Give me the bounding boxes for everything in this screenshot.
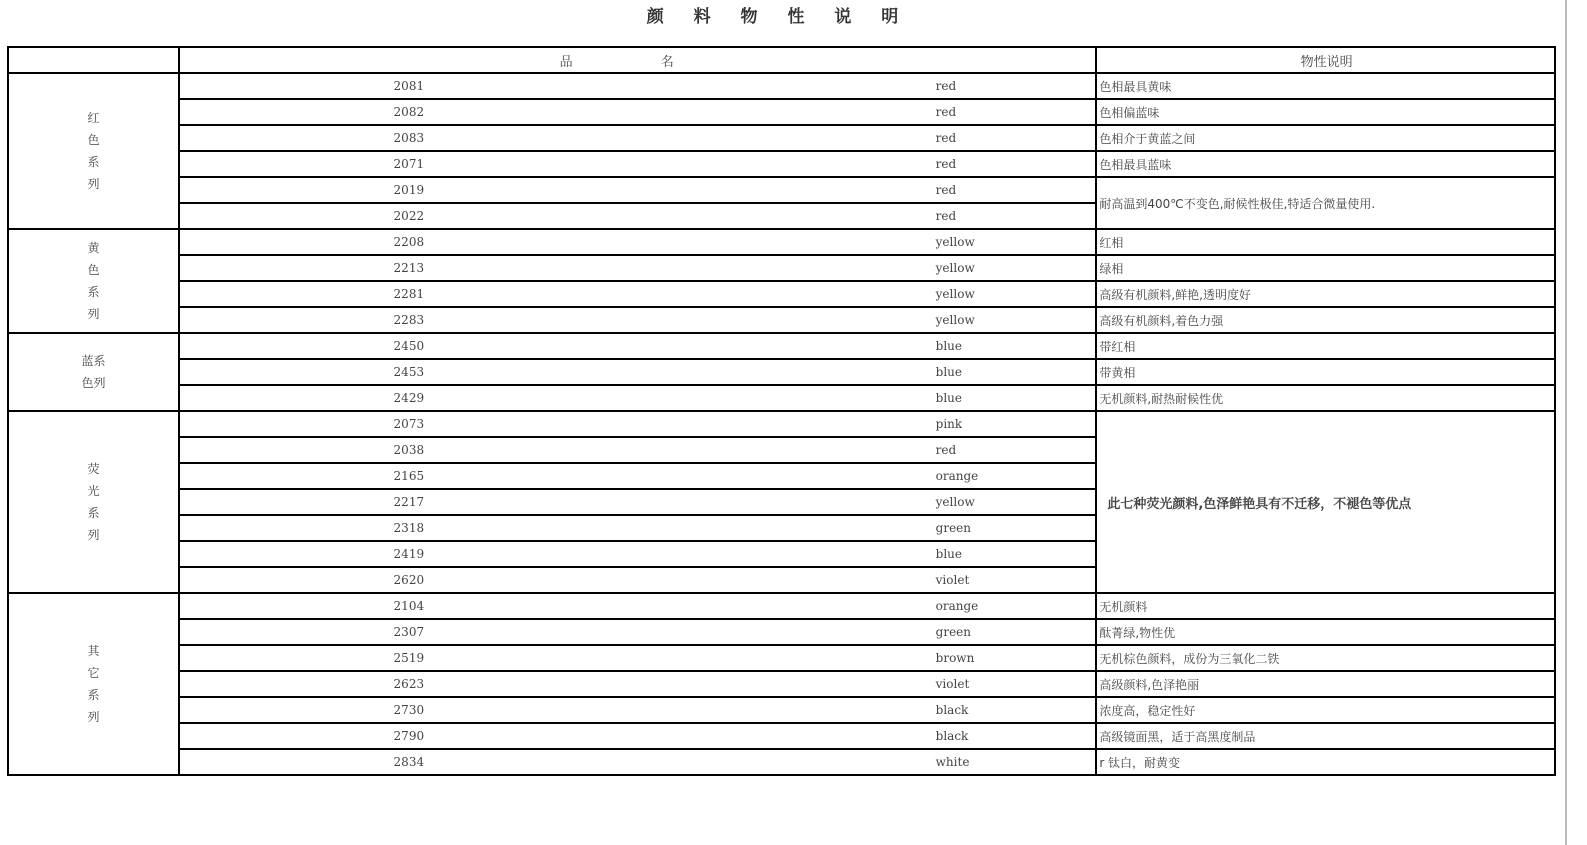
product-code: 2450 [179, 333, 638, 359]
series-label: 其 它 系 列 [8, 593, 179, 775]
product-color: red [638, 177, 1097, 203]
table-row [8, 255, 1555, 281]
product-code: 2790 [179, 723, 638, 749]
table-header-row [8, 47, 1555, 73]
product-color: blue [638, 385, 1097, 411]
product-code: 2730 [179, 697, 638, 723]
product-color: red [638, 151, 1097, 177]
table-row [8, 619, 1555, 645]
table-row [8, 307, 1555, 333]
product-code: 2073 [179, 411, 638, 437]
table-row [8, 151, 1555, 177]
product-code: 2834 [179, 749, 638, 775]
product-code: 2217 [179, 489, 638, 515]
property-description: 酞菁绿,物性优 [1096, 619, 1555, 645]
product-code: 2208 [179, 229, 638, 255]
header-group [8, 47, 179, 73]
product-color: yellow [638, 281, 1097, 307]
table-row [8, 333, 1555, 359]
property-description: 红相 [1096, 229, 1555, 255]
property-description: 无机颜料 [1096, 593, 1555, 619]
table-row [8, 73, 1555, 99]
product-color: red [638, 203, 1097, 229]
property-description: 耐高温到400℃不变色,耐候性极佳,特适合微量使用. [1096, 177, 1555, 229]
product-color: green [638, 619, 1097, 645]
property-description: 色相最具黄味 [1096, 73, 1555, 99]
product-color: black [638, 697, 1097, 723]
product-code: 2019 [179, 177, 638, 203]
product-color: red [638, 99, 1097, 125]
table-row [8, 593, 1555, 619]
product-color: red [638, 73, 1097, 99]
table-row [8, 411, 1555, 437]
product-color: blue [638, 541, 1097, 567]
product-color: violet [638, 567, 1097, 593]
product-code: 2082 [179, 99, 638, 125]
property-description: 色相偏蓝味 [1096, 99, 1555, 125]
header-description: 物性说明 [1096, 47, 1555, 73]
property-description: 无机棕色颜料，成份为三氧化二铁 [1096, 645, 1555, 671]
property-description: 高级有机颜料,着色力强 [1096, 307, 1555, 333]
property-description: 高级有机颜料,鲜艳,透明度好 [1096, 281, 1555, 307]
product-color: yellow [638, 229, 1097, 255]
series-label: 红 色 系 列 [8, 73, 179, 229]
property-description: 色相介于黄蓝之间 [1096, 125, 1555, 151]
table-row [8, 281, 1555, 307]
product-code: 2104 [179, 593, 638, 619]
product-code: 2318 [179, 515, 638, 541]
product-code: 2083 [179, 125, 638, 151]
property-description: 色相最具蓝味 [1096, 151, 1555, 177]
page-title: 颜 料 物 性 说 明 [646, 7, 911, 27]
table-row [8, 645, 1555, 671]
product-color: orange [638, 463, 1097, 489]
product-code: 2281 [179, 281, 638, 307]
product-code: 2419 [179, 541, 638, 567]
property-description: 绿相 [1096, 255, 1555, 281]
series-label: 荧 光 系 列 [8, 411, 179, 593]
table-row [8, 99, 1555, 125]
table-row [8, 723, 1555, 749]
property-description: 带黄相 [1096, 359, 1555, 385]
table-row [8, 177, 1555, 203]
product-color: yellow [638, 255, 1097, 281]
product-code: 2623 [179, 671, 638, 697]
table-row [8, 749, 1555, 775]
product-code: 2213 [179, 255, 638, 281]
window-edge [1565, 0, 1567, 845]
table-row [8, 359, 1555, 385]
property-description: 带红相 [1096, 333, 1555, 359]
product-color: yellow [638, 307, 1097, 333]
property-description: 此七种荧光颜料,色泽鲜艳具有不迁移，不褪色等优点 [1096, 411, 1555, 593]
product-code: 2620 [179, 567, 638, 593]
table-body [8, 73, 1555, 775]
product-code: 2022 [179, 203, 638, 229]
product-code: 2307 [179, 619, 638, 645]
pigment-table [7, 46, 1556, 776]
product-color: blue [638, 333, 1097, 359]
series-label: 黄 色 系 列 [8, 229, 179, 333]
product-code: 2519 [179, 645, 638, 671]
product-color: pink [638, 411, 1097, 437]
table-row [8, 671, 1555, 697]
product-code: 2283 [179, 307, 638, 333]
product-color: green [638, 515, 1097, 541]
product-code: 2429 [179, 385, 638, 411]
property-description: 高级颜料,色泽艳丽 [1096, 671, 1555, 697]
product-code: 2453 [179, 359, 638, 385]
product-color: yellow [638, 489, 1097, 515]
product-code: 2081 [179, 73, 638, 99]
product-color: violet [638, 671, 1097, 697]
table-row [8, 697, 1555, 723]
series-label: 蓝系 色列 [8, 333, 179, 411]
table-row [8, 125, 1555, 151]
table-row [8, 385, 1555, 411]
table-row [8, 229, 1555, 255]
property-description: r 钛白，耐黄变 [1096, 749, 1555, 775]
product-color: orange [638, 593, 1097, 619]
product-color: red [638, 125, 1097, 151]
header-product-name: 品 名 [179, 47, 1096, 73]
product-code: 2165 [179, 463, 638, 489]
product-code: 2038 [179, 437, 638, 463]
product-color: white [638, 749, 1097, 775]
product-color: brown [638, 645, 1097, 671]
product-color: black [638, 723, 1097, 749]
product-code: 2071 [179, 151, 638, 177]
product-color: blue [638, 359, 1097, 385]
product-color: red [638, 437, 1097, 463]
property-description: 无机颜料,耐热耐候性优 [1096, 385, 1555, 411]
property-description: 浓度高，稳定性好 [1096, 697, 1555, 723]
property-description: 高级镜面黑，适于高黑度制品 [1096, 723, 1555, 749]
